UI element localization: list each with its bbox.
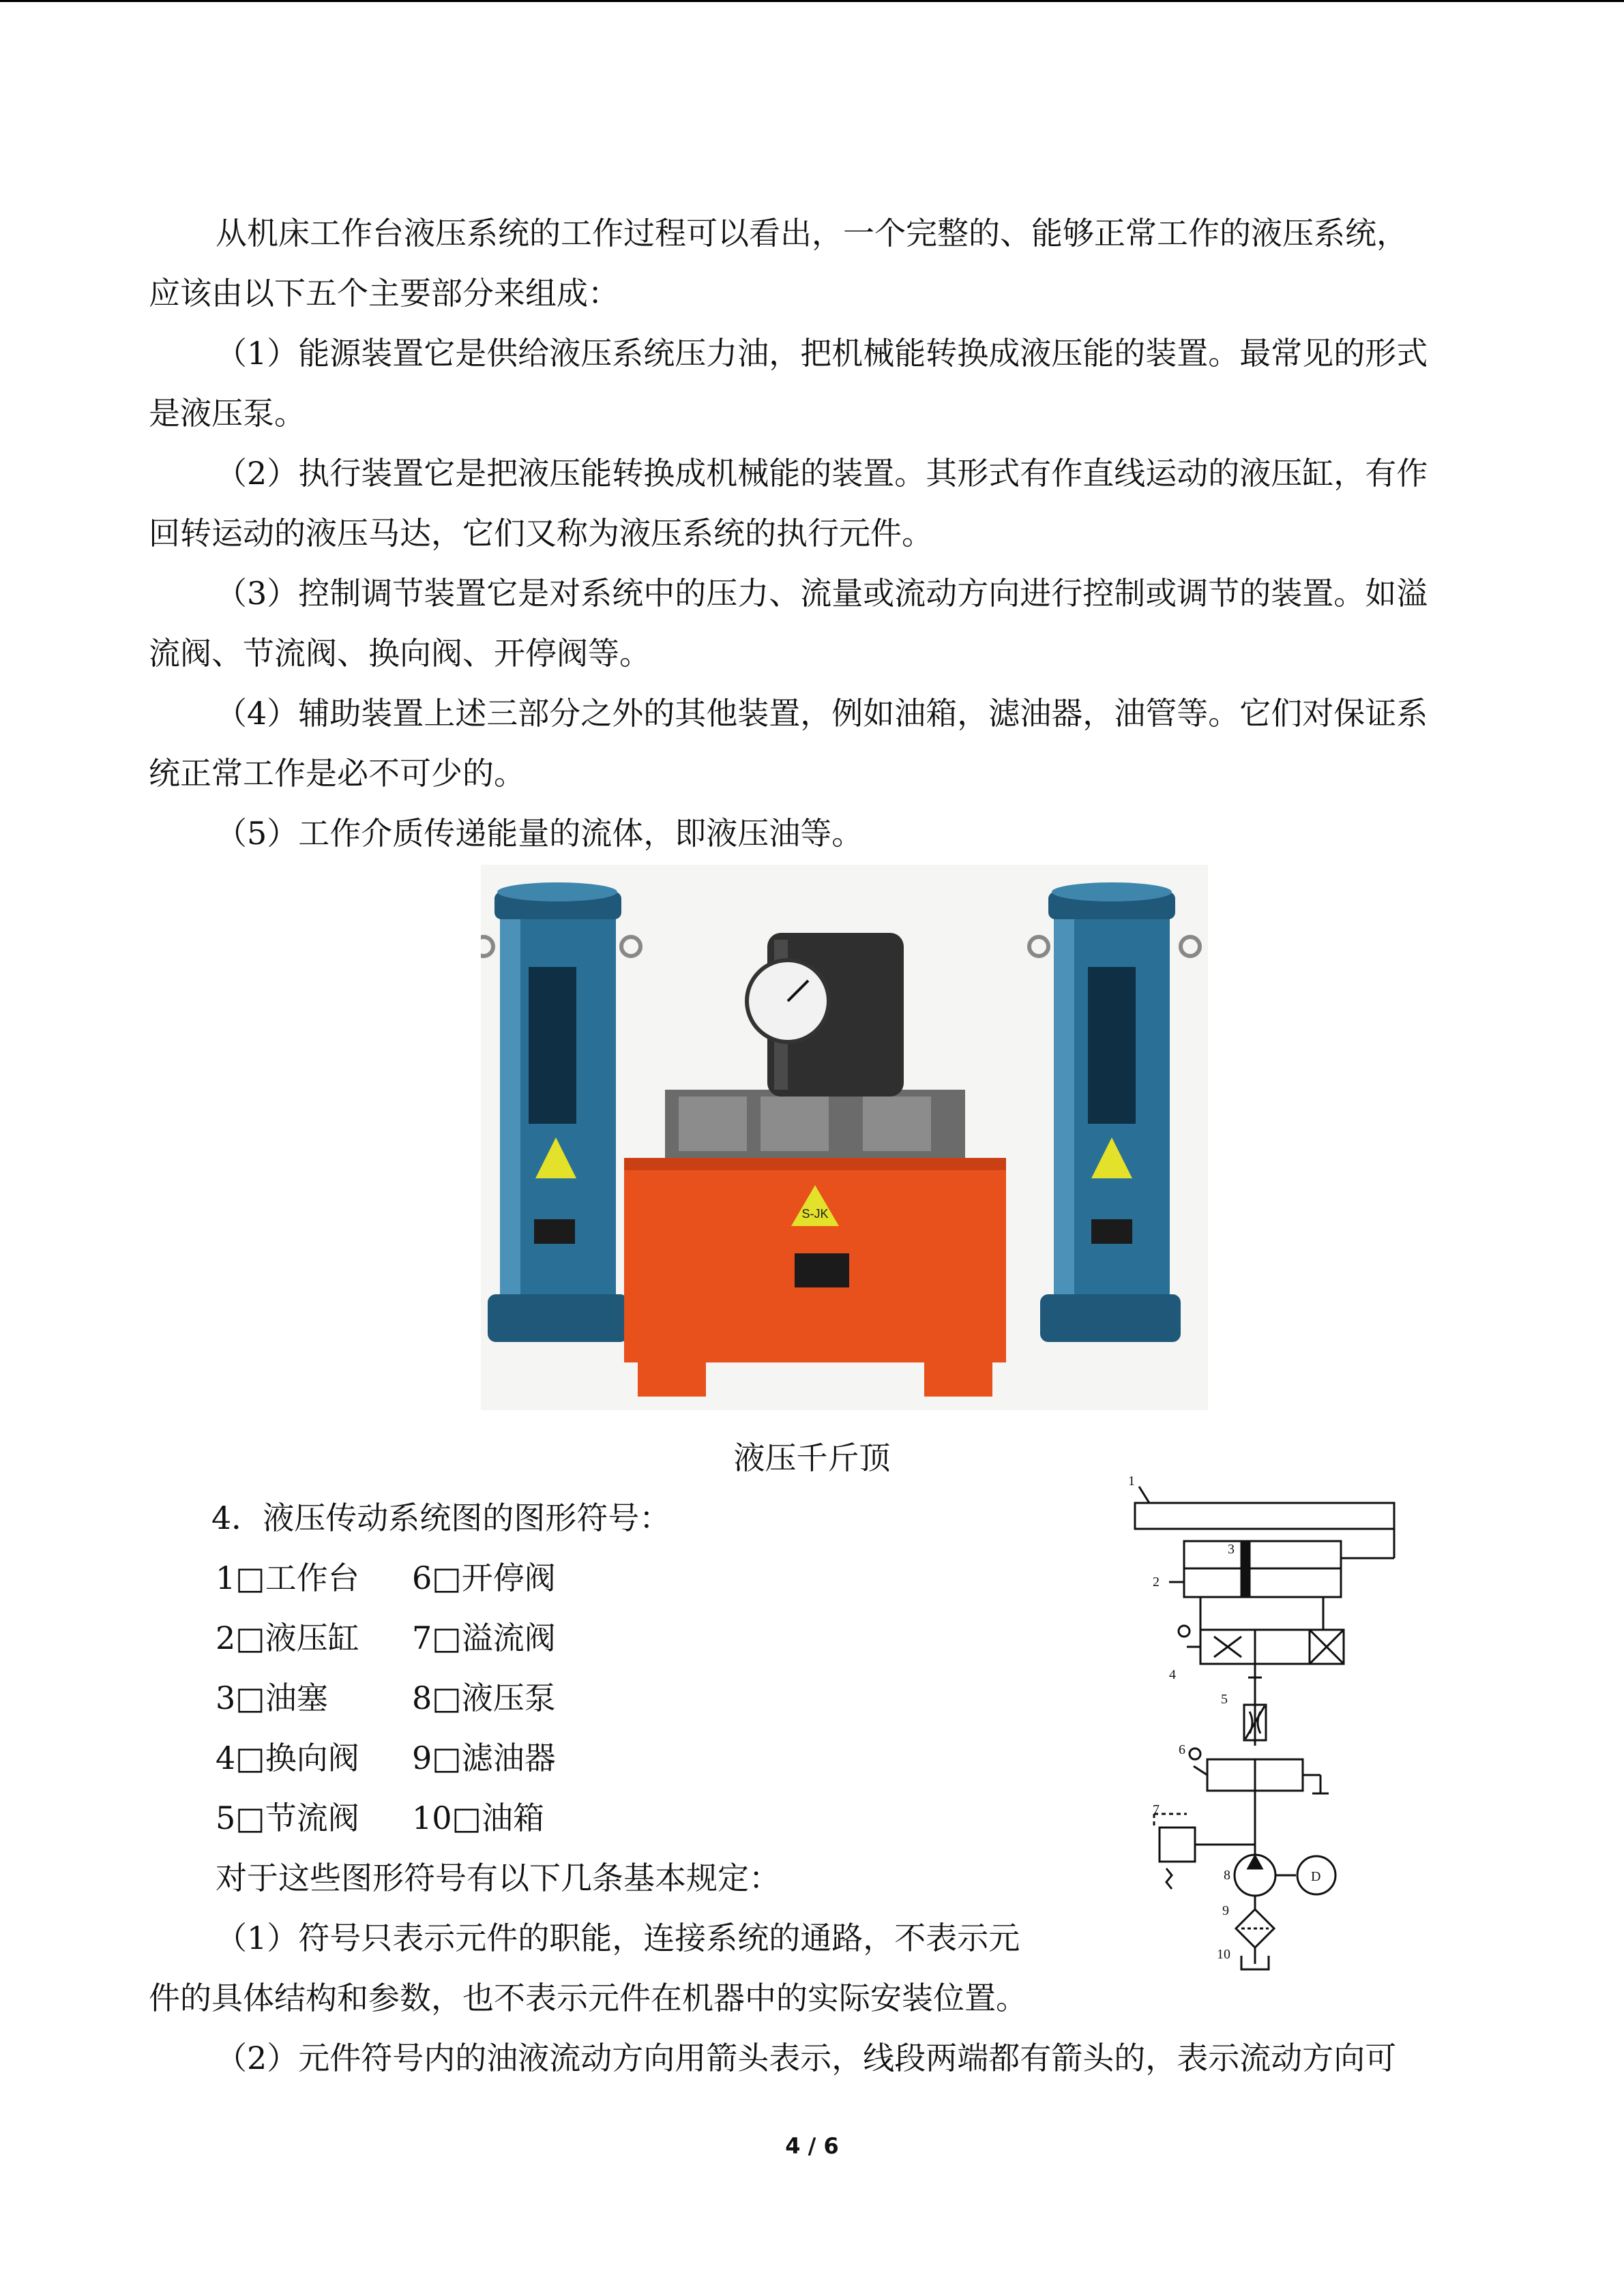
page-top-border [0, 0, 1624, 2]
legend-item-4: 4□换向阀 [216, 1740, 359, 1776]
legend-item-8: 8□液压泵 [412, 1680, 556, 1716]
diagram-label-5: 5 [1221, 1692, 1228, 1707]
legend-row [216, 1617, 556, 1658]
rule2-line1: （2）元件符号内的油液流动方向用箭头表示，线段两端都有箭头的，表示流动方向可 [216, 2040, 1397, 2076]
legend-row [216, 1738, 556, 1778]
legend-row [216, 1798, 544, 1838]
legend-item-5: 5□节流阀 [216, 1800, 359, 1836]
item2-line1: （2）执行装置它是把液压能转换成机械能的装置。其形式有作直线运动的液压缸，有作 [216, 455, 1428, 492]
legend-item-3: 3□油塞 [216, 1680, 328, 1716]
diagram-label-8: 8 [1224, 1868, 1230, 1883]
item1-line2: 是液压泵。 [149, 395, 306, 432]
item1-line1: （1）能源装置它是供给液压系统压力油，把机械能转换成液压能的装置。最常见的形式 [216, 335, 1428, 372]
intro-paragraph-line2: 应该由以下五个主要部分来组成： [149, 275, 619, 312]
diagram-label-motor: D [1311, 1869, 1321, 1884]
rule1-line2: 件的具体结构和参数，也不表示元件在机器中的实际安装位置。 [149, 1980, 1027, 2016]
diagram-label-4: 4 [1169, 1667, 1176, 1682]
diagram-label-3: 3 [1228, 1542, 1235, 1557]
item4-line1: （4）辅助装置上述三部分之外的其他装置，例如油箱，滤油器，油管等。它们对保证系 [216, 695, 1428, 732]
legend-item-10: 10□油箱 [412, 1800, 544, 1836]
diagram-label-7: 7 [1153, 1802, 1160, 1817]
diagram-label-6: 6 [1179, 1742, 1185, 1757]
legend-item-6: 6□开停阀 [412, 1560, 556, 1596]
photo-caption: 液压千斤顶 [733, 1440, 891, 1476]
item5-line1: （5）工作介质传递能量的流体，即液压油等。 [216, 815, 863, 852]
legend-row [216, 1678, 556, 1718]
item2-line2: 回转运动的液压马达，它们又称为液压系统的执行元件。 [149, 515, 933, 552]
diagram-label-9: 9 [1222, 1903, 1229, 1918]
pump-logo-text: S-JK [801, 1207, 829, 1221]
page-number: 4 / 6 [785, 2133, 839, 2159]
rules-intro: 对于这些图形符号有以下几条基本规定： [216, 1860, 780, 1896]
item4-line2: 统正常工作是必不可少的。 [149, 755, 525, 792]
diagram-label-2: 2 [1153, 1575, 1160, 1590]
rule1-line1: （1）符号只表示元件的职能，连接系统的通路，不表示元 [216, 1920, 1020, 1956]
legend-item-9: 9□滤油器 [412, 1740, 556, 1776]
intro-paragraph-line1: 从机床工作台液压系统的工作过程可以看出，一个完整的、能够正常工作的液压系统， [216, 215, 1408, 252]
diagram-label-1: 1 [1128, 1474, 1135, 1489]
item3-line2: 流阀、节流阀、换向阀、开停阀等。 [149, 635, 651, 672]
hydraulic-schematic-diagram [1119, 1473, 1405, 1978]
hydraulic-jack-photo [481, 865, 1208, 1410]
legend-row [216, 1557, 556, 1598]
diagram-label-10: 10 [1217, 1947, 1230, 1962]
legend-item-1: 1□工作台 [216, 1560, 359, 1596]
legend-item-7: 7□溢流阀 [412, 1620, 556, 1656]
item3-line1: （3）控制调节装置它是对系统中的压力、流量或流动方向进行控制或调节的装置。如溢 [216, 575, 1428, 612]
legend-item-2: 2□液压缸 [216, 1620, 359, 1656]
section4-heading: 4．液压传动系统图的图形符号： [211, 1500, 671, 1536]
